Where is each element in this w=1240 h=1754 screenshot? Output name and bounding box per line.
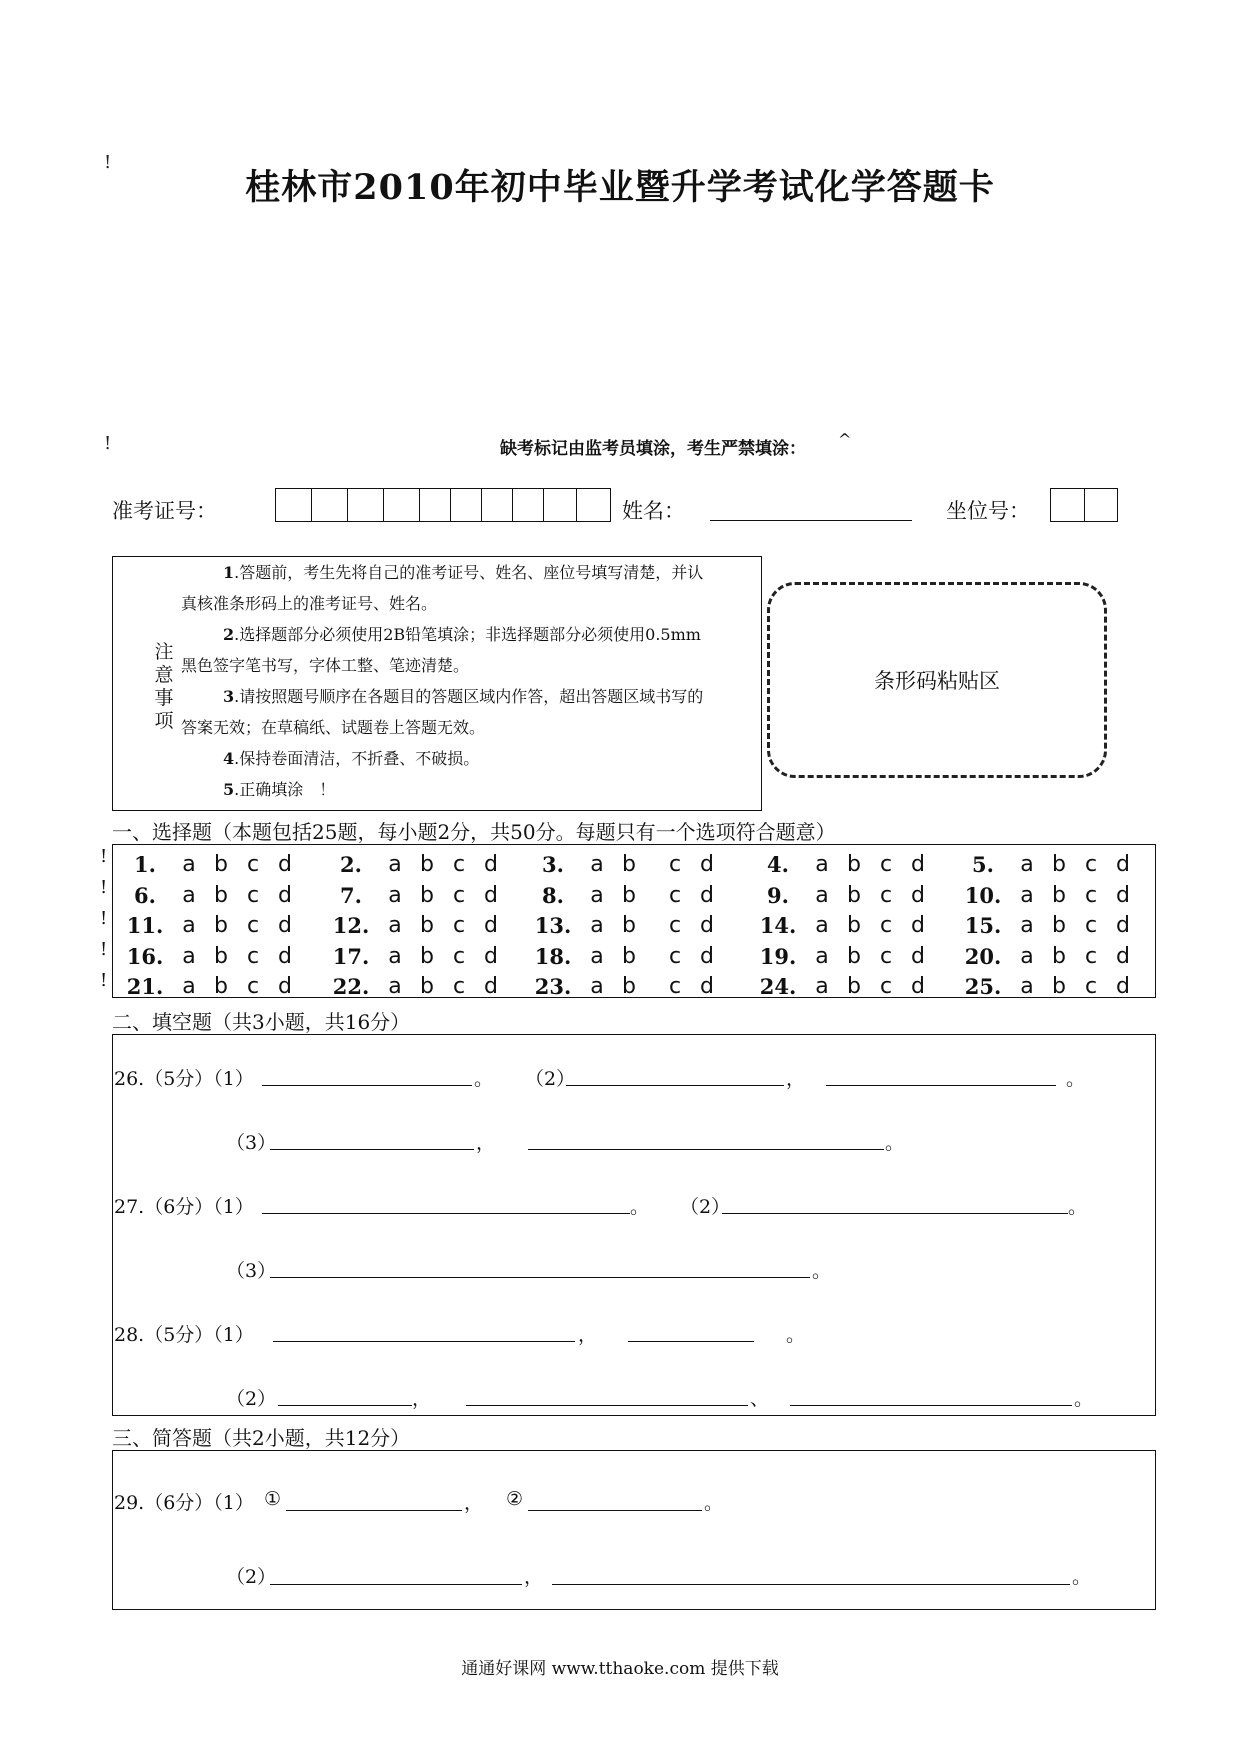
mc-option-b[interactable]: b <box>1052 913 1066 938</box>
mc-option-a[interactable]: a <box>388 852 402 877</box>
mc-option-a[interactable]: a <box>182 913 196 938</box>
mc-question <box>117 880 301 911</box>
notice-line: 3.请按照题号顺序在各题目的答题区域内作答，超出答题区域书写的 <box>223 687 704 706</box>
mc-question-number: 7. <box>340 882 362 908</box>
mc-option-d[interactable]: d <box>911 943 925 969</box>
mc-option-d[interactable]: d <box>278 913 292 938</box>
q26-comma: ， <box>786 1068 806 1090</box>
q27-label: 27.（6分）（1） <box>114 1196 254 1218</box>
q28-comma: ， <box>578 1324 598 1346</box>
page-title: 桂林市2010年初中毕业暨升学考试化学答题卡 <box>245 167 995 208</box>
absent-mark-box[interactable]: ^ <box>838 430 852 449</box>
exam-id-cell[interactable] <box>383 489 419 521</box>
q29-blank-3[interactable] <box>270 1584 522 1585</box>
q26-end: 。 <box>474 1068 494 1090</box>
mc-question-number: 23. <box>534 974 572 999</box>
mc-question-number: 20. <box>964 943 1002 969</box>
mc-option-c[interactable]: c <box>879 913 893 938</box>
mc-option-a[interactable]: a <box>388 974 402 999</box>
q26-blank-3[interactable] <box>826 1085 1056 1086</box>
mc-question-number: 25. <box>964 974 1002 999</box>
mc-question-number: 19. <box>759 943 797 969</box>
mc-question-number: 3. <box>542 852 564 877</box>
mc-option-b[interactable]: b <box>420 913 434 938</box>
mc-option-a[interactable]: a <box>590 974 604 999</box>
mc-row <box>113 849 1153 880</box>
mc-option-c[interactable]: c <box>668 882 682 908</box>
mc-question-number: 17. <box>332 943 370 969</box>
mc-question <box>955 971 1139 1002</box>
mc-option-a[interactable]: a <box>1020 913 1034 938</box>
mc-option-b[interactable]: b <box>622 852 636 877</box>
mc-option-b[interactable]: b <box>622 974 636 999</box>
mc-question-number: 14. <box>759 913 797 938</box>
row-mark: ! <box>100 939 108 960</box>
mc-question-number: 11. <box>126 913 164 938</box>
mc-question-number: 18. <box>534 943 572 969</box>
mc-option-d[interactable]: d <box>1116 974 1130 999</box>
q27-blank-1[interactable] <box>262 1213 630 1214</box>
q26-blank-1[interactable] <box>262 1085 472 1086</box>
exam-id-cell[interactable] <box>450 489 481 521</box>
mc-option-d[interactable]: d <box>278 974 292 999</box>
mc-option-d[interactable]: d <box>1116 913 1130 938</box>
mc-option-a[interactable]: a <box>1020 943 1034 969</box>
section3-title: 三、简答题（共2小题，共12分） <box>112 1426 411 1450</box>
row-mark: ! <box>100 908 108 929</box>
exam-id-cell[interactable] <box>576 489 610 521</box>
q26-label: 26.（5分）（1） <box>114 1068 254 1090</box>
mc-option-b[interactable]: b <box>420 852 434 877</box>
q26-blank-5[interactable] <box>528 1149 884 1150</box>
mc-option-c[interactable]: c <box>668 913 682 938</box>
q28-dun: 、 <box>750 1388 770 1410</box>
exam-id-cell[interactable] <box>543 489 576 521</box>
mc-option-a[interactable]: a <box>590 913 604 938</box>
mc-question <box>525 941 723 972</box>
mc-option-d[interactable]: d <box>911 852 925 877</box>
section2-title: 二、填空题（共3小题，共16分） <box>112 1010 411 1034</box>
mc-question <box>323 880 507 911</box>
q28-blank-5[interactable] <box>790 1405 1072 1406</box>
row-mark: ! <box>100 970 108 991</box>
barcode-area <box>767 582 1107 778</box>
mc-option-c[interactable]: c <box>1084 943 1098 969</box>
barcode-label: 条形码粘贴区 <box>874 669 1000 693</box>
mc-option-b[interactable]: b <box>420 974 434 999</box>
name-label: 姓名： <box>622 499 685 523</box>
mc-option-b[interactable]: b <box>847 974 861 999</box>
mc-option-d[interactable]: d <box>1116 852 1130 877</box>
exam-id-cell[interactable] <box>512 489 543 521</box>
mc-question <box>955 849 1139 880</box>
exam-id-cell[interactable] <box>481 489 512 521</box>
mc-option-d[interactable]: d <box>484 913 498 938</box>
mc-option-d[interactable]: d <box>700 974 714 999</box>
q29-end: 。 <box>1072 1566 1092 1588</box>
mc-option-d[interactable]: d <box>700 882 714 908</box>
mc-option-a[interactable]: a <box>815 943 829 969</box>
q29-end: 。 <box>704 1492 724 1514</box>
mc-option-b[interactable]: b <box>214 913 228 938</box>
mc-question-number: 12. <box>332 913 370 938</box>
mc-option-a[interactable]: a <box>815 852 829 877</box>
q29-comma: ， <box>524 1566 544 1588</box>
mc-option-a[interactable]: a <box>815 913 829 938</box>
mc-option-b[interactable]: b <box>1052 882 1066 908</box>
q27-blank-3[interactable] <box>270 1277 810 1278</box>
mc-option-c[interactable]: c <box>1084 882 1098 908</box>
mc-question <box>955 941 1139 972</box>
q27-end: 。 <box>1068 1196 1088 1218</box>
name-field[interactable] <box>710 520 912 521</box>
mc-option-c[interactable]: c <box>246 943 260 969</box>
mc-question <box>750 849 934 880</box>
mc-question-number: 10. <box>964 882 1002 908</box>
mc-option-b[interactable]: b <box>1052 852 1066 877</box>
mc-question <box>323 910 507 941</box>
notice-line: 4.保持卷面清洁，不折叠、不破损。 <box>223 749 480 768</box>
multiple-choice-grid <box>112 844 1156 998</box>
exam-id-cell[interactable] <box>276 489 311 521</box>
q26-blank-2[interactable] <box>566 1085 784 1086</box>
mc-question-number: 6. <box>134 882 156 908</box>
q28-end: 。 <box>786 1324 806 1346</box>
q29-blank-4[interactable] <box>552 1584 1070 1585</box>
notice-line: 答案无效；在草稿纸、试题卷上答题无效。 <box>181 718 486 737</box>
mc-option-c[interactable]: c <box>879 943 893 969</box>
q27-part3-label: （3） <box>226 1260 277 1282</box>
mc-option-c[interactable]: c <box>452 943 466 969</box>
seat-cell[interactable] <box>1084 489 1117 521</box>
mc-option-d[interactable]: d <box>278 882 292 908</box>
mc-question-number: 5. <box>972 852 994 877</box>
mc-question-number: 8. <box>542 882 564 908</box>
mc-option-c[interactable]: c <box>246 974 260 999</box>
mc-option-a[interactable]: a <box>1020 882 1034 908</box>
notice-box <box>112 556 762 811</box>
mc-option-a[interactable]: a <box>815 974 829 999</box>
mc-question <box>323 941 507 972</box>
mc-question <box>525 971 723 1002</box>
section1-title: 一、选择题（本题包括25题，每小题2分，共50分。每题只有一个选项符合题意） <box>112 820 836 844</box>
q28-part2-label: （2） <box>226 1388 277 1410</box>
mc-option-c[interactable]: c <box>668 974 682 999</box>
mc-option-c[interactable]: c <box>1084 852 1098 877</box>
mc-question <box>750 971 934 1002</box>
stray-mark-top: ! <box>104 152 112 173</box>
mc-question <box>955 880 1139 911</box>
mc-question <box>323 971 507 1002</box>
mc-question-number: 16. <box>126 943 164 969</box>
mc-option-a[interactable]: a <box>590 943 604 969</box>
mc-option-d[interactable]: d <box>700 913 714 938</box>
mc-option-a[interactable]: a <box>182 974 196 999</box>
q28-blank-2[interactable] <box>628 1341 754 1342</box>
mc-question <box>117 849 301 880</box>
q29-circle-2: ② <box>506 1488 524 1510</box>
q26-part3-label: （3） <box>226 1132 277 1154</box>
mc-question-number: 21. <box>126 974 164 999</box>
notice-line: 黑色签字笔书写，字体工整、笔迹清楚。 <box>181 656 470 675</box>
mc-question <box>750 910 934 941</box>
mc-question <box>525 910 723 941</box>
mc-question <box>323 849 507 880</box>
exam-id-cell[interactable] <box>419 489 450 521</box>
mc-option-d[interactable]: d <box>1116 882 1130 908</box>
q26-part2-label: （2） <box>525 1068 576 1090</box>
exam-id-boxes[interactable] <box>275 488 611 522</box>
mc-question-number: 13. <box>534 913 572 938</box>
mc-option-c[interactable]: c <box>879 852 893 877</box>
mc-question <box>955 910 1139 941</box>
mc-option-d[interactable]: d <box>484 974 498 999</box>
mc-option-c[interactable]: c <box>668 852 682 877</box>
mc-option-a[interactable]: a <box>182 882 196 908</box>
q28-blank-3[interactable] <box>278 1405 412 1406</box>
q26-end: 。 <box>1066 1068 1086 1090</box>
notice-line: 5.正确填涂 ！ <box>223 780 336 799</box>
q27-part2-label: （2） <box>680 1196 731 1218</box>
mc-question <box>525 849 723 880</box>
row-mark: ! <box>100 877 108 898</box>
q29-part2-label: （2） <box>226 1566 277 1588</box>
exam-id-cell[interactable] <box>311 489 347 521</box>
seat-cell[interactable] <box>1051 489 1084 521</box>
mc-option-b[interactable]: b <box>420 882 434 908</box>
mc-option-a[interactable]: a <box>388 943 402 969</box>
mc-option-b[interactable]: b <box>1052 974 1066 999</box>
mc-option-a[interactable]: a <box>388 913 402 938</box>
mc-option-c[interactable]: c <box>452 974 466 999</box>
mc-option-b[interactable]: b <box>847 882 861 908</box>
mc-option-b[interactable]: b <box>214 852 228 877</box>
q29-blank-1[interactable] <box>286 1510 462 1511</box>
mc-question-number: 24. <box>759 974 797 999</box>
mc-option-c[interactable]: c <box>246 852 260 877</box>
mc-option-c[interactable]: c <box>246 913 260 938</box>
mc-option-d[interactable]: d <box>484 882 498 908</box>
q26-end: 。 <box>885 1132 905 1154</box>
mc-option-a[interactable]: a <box>590 882 604 908</box>
mc-option-b[interactable]: b <box>847 943 861 969</box>
mc-option-d[interactable]: d <box>911 913 925 938</box>
mc-option-a[interactable]: a <box>1020 974 1034 999</box>
mc-option-a[interactable]: a <box>182 852 196 877</box>
mc-option-b[interactable]: b <box>847 913 861 938</box>
q28-end: 。 <box>1074 1388 1094 1410</box>
mc-option-d[interactable]: d <box>1116 943 1130 969</box>
exam-id-cell[interactable] <box>347 489 383 521</box>
notice-line: 1.答题前，考生先将自己的准考证号、姓名、座位号填写清楚，并认 <box>223 563 704 582</box>
mc-option-b[interactable]: b <box>622 882 636 908</box>
mc-option-d[interactable]: d <box>278 852 292 877</box>
mc-option-a[interactable]: a <box>388 882 402 908</box>
mc-row <box>113 910 1153 941</box>
mc-option-b[interactable]: b <box>1052 943 1066 969</box>
q27-end: 。 <box>812 1260 832 1282</box>
mc-question <box>117 941 301 972</box>
q29-circle-1: ① <box>264 1488 282 1510</box>
fill-in-panel <box>112 1034 1156 1416</box>
mc-option-b[interactable]: b <box>420 943 434 969</box>
mc-question-number: 4. <box>767 852 789 877</box>
mc-question-number: 2. <box>340 852 362 877</box>
seat-label: 坐位号： <box>946 499 1030 523</box>
q27-blank-2[interactable] <box>722 1213 1068 1214</box>
mc-option-c[interactable]: c <box>1084 974 1098 999</box>
absent-mark-note: 缺考标记由监考员填涂，考生严禁填涂： <box>500 439 806 459</box>
mc-question <box>525 880 723 911</box>
mc-question <box>750 880 934 911</box>
mc-option-d[interactable]: d <box>700 943 714 969</box>
q27-end: 。 <box>630 1196 650 1218</box>
mc-option-c[interactable]: c <box>246 882 260 908</box>
stray-mark-mid: ! <box>104 433 112 454</box>
mc-option-a[interactable]: a <box>182 943 196 969</box>
row-mark: ! <box>100 846 108 867</box>
mc-option-d[interactable]: d <box>911 882 925 908</box>
mc-option-a[interactable]: a <box>815 882 829 908</box>
mc-option-c[interactable]: c <box>879 882 893 908</box>
footer: 通通好课网 www.tthaoke.com 提供下载 <box>461 1659 779 1679</box>
mc-option-c[interactable]: c <box>879 974 893 999</box>
mc-row <box>113 971 1153 1002</box>
mc-row <box>113 941 1153 972</box>
q28-comma: ， <box>412 1388 432 1410</box>
notice-label: 注意事项 <box>154 641 174 732</box>
mc-question <box>117 910 301 941</box>
mc-option-c[interactable]: c <box>668 943 682 969</box>
mc-question-number: 22. <box>332 974 370 999</box>
q28-blank-1[interactable] <box>273 1341 575 1342</box>
mc-question-number: 9. <box>767 882 789 908</box>
mc-option-d[interactable]: d <box>484 852 498 877</box>
notice-line: 真核准条形码上的准考证号、姓名。 <box>181 594 438 613</box>
mc-option-b[interactable]: b <box>214 943 228 969</box>
mc-row <box>113 880 1153 911</box>
mc-option-a[interactable]: a <box>590 852 604 877</box>
mc-option-d[interactable]: d <box>484 943 498 969</box>
q29-label: 29.（6分）（1） <box>114 1492 254 1514</box>
q29-comma: ， <box>464 1492 484 1514</box>
q29-blank-2[interactable] <box>528 1510 702 1511</box>
mc-option-b[interactable]: b <box>847 852 861 877</box>
mc-option-b[interactable]: b <box>622 913 636 938</box>
mc-option-b[interactable]: b <box>214 882 228 908</box>
mc-option-a[interactable]: a <box>1020 852 1034 877</box>
mc-option-b[interactable]: b <box>622 943 636 969</box>
mc-option-c[interactable]: c <box>1084 913 1098 938</box>
mc-option-c[interactable]: c <box>452 882 466 908</box>
mc-question <box>750 941 934 972</box>
mc-option-c[interactable]: c <box>452 913 466 938</box>
mc-option-d[interactable]: d <box>278 943 292 969</box>
q28-label: 28.（5分）（1） <box>114 1324 254 1346</box>
seat-boxes[interactable] <box>1050 488 1118 522</box>
mc-option-b[interactable]: b <box>214 974 228 999</box>
q26-blank-4[interactable] <box>270 1149 474 1150</box>
mc-option-d[interactable]: d <box>911 974 925 999</box>
notice-line: 2.选择题部分必须使用2B铅笔填涂；非选择题部分必须使用0.5mm <box>223 625 701 644</box>
mc-option-d[interactable]: d <box>700 852 714 877</box>
mc-option-c[interactable]: c <box>452 852 466 877</box>
mc-question-number: 15. <box>964 913 1002 938</box>
mc-question-number: 1. <box>134 852 156 877</box>
q28-blank-4[interactable] <box>466 1405 748 1406</box>
mc-question <box>117 971 301 1002</box>
exam-id-label: 准考证号： <box>112 499 217 523</box>
q26-comma: ， <box>476 1132 496 1154</box>
